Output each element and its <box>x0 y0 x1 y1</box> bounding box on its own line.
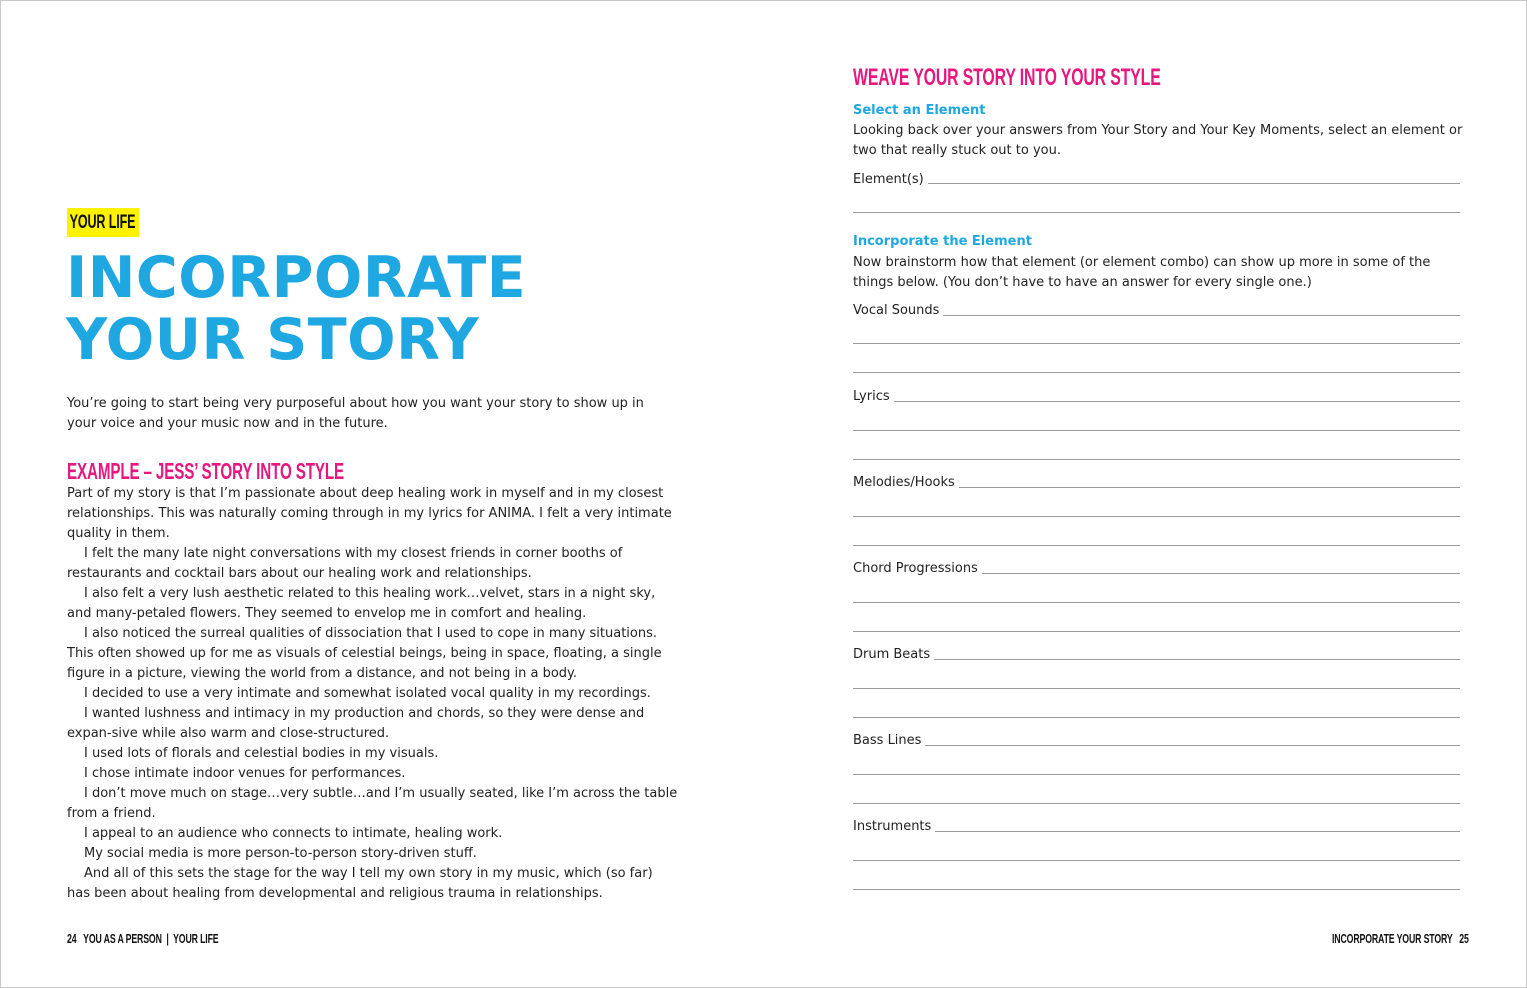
story-paragraph: And all of this sets the stage for the way I tell my own story in my music, which (so far) has been about healing from developmental and religious trauma in relationships. <box>67 866 653 901</box>
select-element-heading: Select an Element <box>853 103 986 118</box>
story-paragraph: I also felt a very lush aesthetic related to this healing work…velvet, stars in a night sky, and many-petaled flowers. They seemed to envelop me in comfort and healing. <box>67 586 656 621</box>
right-folio-text: INCORPORATE YOUR STORY 25 <box>1332 932 1469 946</box>
page-title-line: YOUR STORY <box>66 307 480 373</box>
instruments-label: Instruments <box>853 818 935 836</box>
story-paragraph: I wanted lushness and intimacy in my production and chords, so they were dense and expan-sive while also warm and close-structured. <box>67 706 645 741</box>
left-folio <box>67 928 283 944</box>
bass-lines-line[interactable] <box>853 745 1460 746</box>
drum-beats-label: Drum Beats <box>853 646 934 664</box>
section-tag-label: YOUR LIFE <box>69 212 136 233</box>
story-paragraph: I used lots of florals and celestial bodies in my visuals. <box>84 746 439 761</box>
incorporate-element-heading: Incorporate the Element <box>853 234 1032 249</box>
intro-paragraph: You’re going to start being very purposeful about how you want your story to show up in your voice and your music now and in the future. <box>67 396 644 431</box>
worksheet-heading <box>853 63 1319 93</box>
story-paragraph: I also noticed the surreal qualities of dissociation that I used to cope in many situations. This often showed up for me as visuals of celestial beings, being in space, floating, a single figure in a picture, viewing the world from a distance, and not being in a body. <box>67 626 662 681</box>
story-paragraph: I felt the many late night conversations with my closest friends in corner booths of restaurants and cocktail bars about our healing work and relationships. <box>67 546 623 581</box>
story-paragraph: I chose intimate indoor venues for performances. <box>84 766 406 781</box>
chord-progressions-line[interactable] <box>853 602 1460 603</box>
melodies-hooks-line[interactable] <box>853 545 1460 546</box>
melodies-hooks-line[interactable] <box>853 516 1460 517</box>
melodies-hooks-label: Melodies/Hooks <box>853 474 959 492</box>
example-heading <box>67 457 487 485</box>
worksheet-heading-text: WEAVE YOUR STORY INTO YOUR STYLE <box>853 64 1161 91</box>
example-heading-text: EXAMPLE – JESS’ STORY INTO STYLE <box>67 458 344 484</box>
instruments-line[interactable] <box>853 889 1460 890</box>
section-tag <box>67 208 139 237</box>
bass-lines-label: Bass Lines <box>853 732 925 750</box>
element-answer-line[interactable] <box>853 212 1460 213</box>
page-title-line: INCORPORATE <box>66 245 527 311</box>
select-element-text: Looking back over your answers from Your Story and Your Key Moments, select an element or two that really stuck out to you. <box>853 123 1463 158</box>
chord-progressions-line[interactable] <box>853 631 1460 632</box>
lyrics-label: Lyrics <box>853 388 894 406</box>
instruments-line[interactable] <box>853 860 1460 861</box>
vocal-sounds-label: Vocal Sounds <box>853 302 943 320</box>
drum-beats-line[interactable] <box>853 688 1460 689</box>
incorporate-element-text: Now brainstorm how that element (or element combo) can show up more in some of the things below. (You don’t have to have an answer for every single one.) <box>853 255 1431 290</box>
vocal-sounds-line[interactable] <box>853 315 1460 316</box>
story-paragraph: I appeal to an audience who connects to intimate, healing work. <box>84 826 503 841</box>
lyrics-line[interactable] <box>853 459 1460 460</box>
page-title <box>66 247 526 371</box>
bass-lines-line[interactable] <box>853 803 1460 804</box>
vocal-sounds-line[interactable] <box>853 343 1460 344</box>
left-folio-text: 24 YOU AS A PERSON | YOUR LIFE <box>67 932 219 946</box>
drum-beats-line[interactable] <box>853 659 1460 660</box>
story-paragraph: I decided to use a very intimate and somewhat isolated vocal quality in my recordings. <box>84 686 651 701</box>
example-story <box>67 484 679 904</box>
drum-beats-line[interactable] <box>853 717 1460 718</box>
vocal-sounds-line[interactable] <box>853 372 1460 373</box>
element-field-label: Element(s) <box>853 171 928 189</box>
right-folio <box>1332 928 1527 944</box>
element-answer-line[interactable] <box>925 183 1460 184</box>
story-paragraph: My social media is more person-to-person story-driven stuff. <box>84 846 477 861</box>
story-paragraph: Part of my story is that I’m passionate about deep healing work in myself and in my closest relationships. This was naturally coming through in my lyrics for ANIMA. I felt a very intimate quality in them. <box>67 486 672 541</box>
bass-lines-line[interactable] <box>853 774 1460 775</box>
lyrics-line[interactable] <box>853 401 1460 402</box>
instruments-line[interactable] <box>853 831 1460 832</box>
story-paragraph: I don’t move much on stage…very subtle…and I’m usually seated, like I’m across the table from a friend. <box>67 786 678 821</box>
lyrics-line[interactable] <box>853 430 1460 431</box>
chord-progressions-label: Chord Progressions <box>853 560 982 578</box>
